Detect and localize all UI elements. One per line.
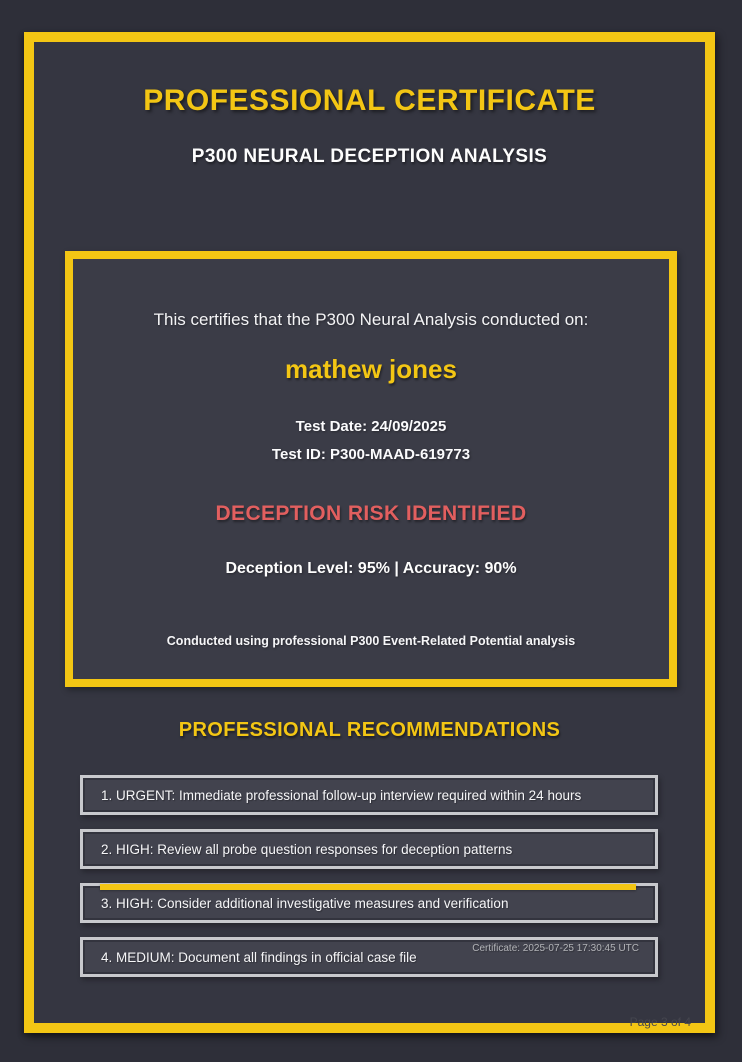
method-note: Conducted using professional P300 Event-Related Potential analysis: [166, 634, 576, 648]
recommendation-item-4: [80, 937, 658, 977]
recommendation-item-2: [80, 829, 658, 869]
certificate-timestamp: Certificate: 2025-07-25 17:30:45 UTC: [472, 943, 639, 954]
page-title: PROFESSIONAL CERTIFICATE: [143, 84, 596, 117]
recommendation-item-3: [80, 883, 658, 923]
recommendation-text: 1. URGENT: Immediate professional follow-up interview required within 24 hours: [101, 787, 582, 803]
recommendation-item-1: [80, 775, 658, 815]
yellow-divider-stripe: [100, 884, 636, 890]
deception-metrics: Deception Level: 95% | Accuracy: 90%: [225, 560, 517, 577]
test-date: Test Date: 24/09/2025: [295, 418, 447, 435]
page-subtitle: P300 NEURAL DECEPTION ANALYSIS: [191, 146, 548, 167]
recommendation-text: 4. MEDIUM: Document all findings in official case file: [101, 949, 417, 965]
page-indicator: Page 3 of 4: [629, 1015, 691, 1029]
subject-name: mathew jones: [285, 354, 457, 384]
deception-verdict: DECEPTION RISK IDENTIFIED: [215, 502, 527, 525]
recommendation-text: 3. HIGH: Consider additional investigative measures and verification: [101, 895, 509, 911]
certificate-details-panel: [65, 251, 677, 687]
certificate-intro: This certifies that the P300 Neural Analysis conducted on:: [153, 310, 589, 329]
content-layer: [34, 42, 705, 1023]
test-id: Test ID: P300-MAAD-619773: [271, 446, 471, 463]
recommendation-text: 2. HIGH: Review all probe question responses for deception patterns: [101, 841, 513, 857]
recommendations-title: PROFESSIONAL RECOMMENDATIONS: [178, 719, 561, 741]
